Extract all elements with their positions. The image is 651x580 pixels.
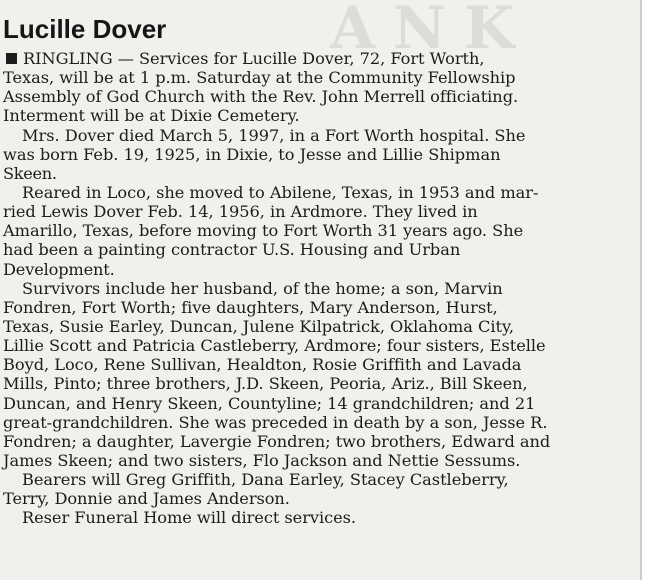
text-line: Texas, Susie Earley, Duncan, Julene Kilpatrick, Oklahoma City, (3, 316, 515, 336)
text-line: Lillie Scott and Patricia Castleberry, Ardmore; four sisters, Estelle (3, 336, 546, 356)
text-line: Reared in Loco, she moved to Abilene, Texas, in 1953 and mar- (22, 182, 539, 202)
bleed-through-text: ANK (330, 0, 533, 62)
text-line: Duncan, and Henry Skeen, Countyline; 14 grandchildren; and 21 (3, 393, 536, 413)
clipping-edge (640, 0, 642, 580)
text-line: had been a painting contractor U.S. Housing and Urban (3, 240, 461, 260)
text-line: Terry, Donnie and James Anderson. (3, 489, 290, 509)
text-line: James Skeen; and two sisters, Flo Jackson and Nettie Sessums. (3, 450, 521, 470)
text-line: Texas, will be at 1 p.m. Saturday at the Community Fellowship (3, 68, 516, 88)
text-line: ried Lewis Dover Feb. 14, 1956, in Ardmore. They lived in (3, 202, 478, 222)
text-line: Amarillo, Texas, before moving to Fort Worth 31 years ago. She (3, 221, 524, 241)
text-line: Mills, Pinto; three brothers, J.D. Skeen, Peoria, Ariz., Bill Skeen, (3, 374, 528, 394)
text-line: Mrs. Dover died March 5, 1997, in a Fort Worth hospital. She (22, 125, 526, 145)
text-line: Development. (3, 259, 115, 279)
text-line: Survivors include her husband, of the home; a son, Marvin (22, 278, 503, 298)
text-line: great-grandchildren. She was preceded in death by a son, Jesse R. (3, 412, 548, 432)
text-line (3, 49, 639, 68)
text-line: Skeen. (3, 163, 57, 183)
line-text: RINGLING — Services for Lucille Dover, 72, Fort Worth, (23, 49, 485, 68)
text-line: Interment will be at Dixie Cemetery. (3, 106, 300, 126)
text-line: Assembly of God Church with the Rev. John Merrell officiating. (3, 87, 519, 107)
text-line: Bearers will Greg Griffith, Dana Earley, Stacey Castleberry, (22, 470, 509, 490)
text-line: was born Feb. 19, 1925, in Dixie, to Jesse and Lillie Shipman (3, 144, 501, 164)
text-line: Boyd, Loco, Rene Sullivan, Healdton, Rosie Griffith and Lavada (3, 355, 522, 375)
text-line: Fondren; a daughter, Lavergie Fondren; two brothers, Edward and (3, 431, 551, 451)
obituary-body (3, 49, 639, 528)
text-line: Fondren, Fort Worth; five daughters, Mary Anderson, Hurst, (3, 297, 498, 317)
text-line: Reser Funeral Home will direct services. (22, 508, 357, 528)
obituary-headline: Lucille Dover (3, 14, 167, 44)
bullet-square-icon (6, 53, 17, 64)
